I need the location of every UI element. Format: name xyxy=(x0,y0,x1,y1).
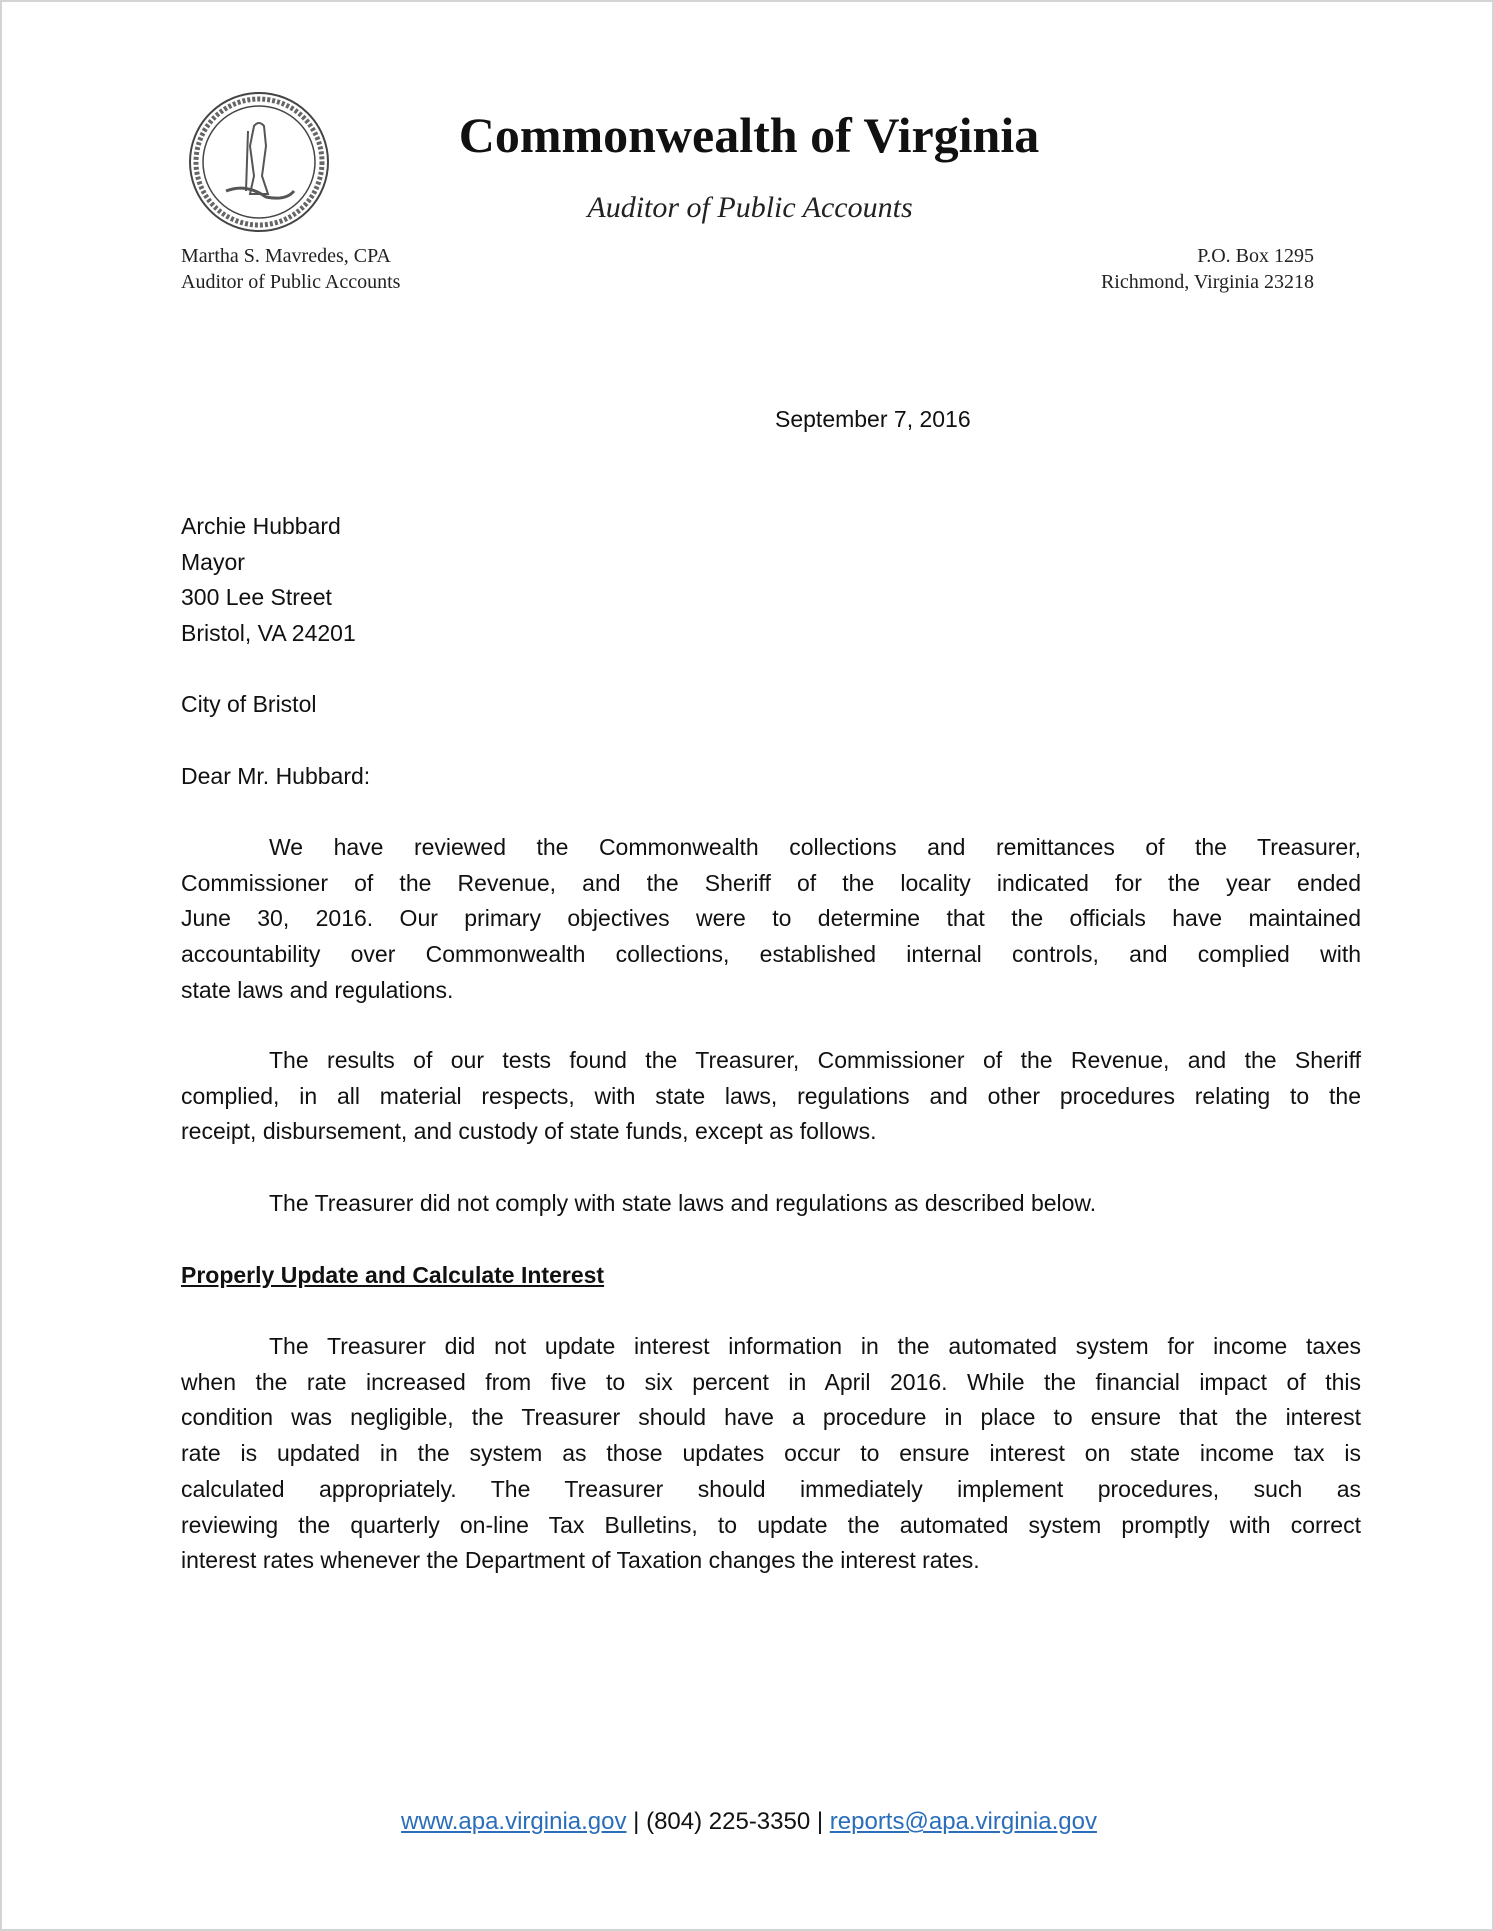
paragraph-line: condition was negligible, the Treasurer should have a procedure in place to ensure that the interest xyxy=(181,1404,1361,1431)
paragraph-1 xyxy=(181,830,1361,1009)
footer-phone: (804) 225-3350 xyxy=(646,1808,811,1835)
footer-contact xyxy=(2,1808,1494,1836)
email-link[interactable]: reports@apa.virginia.gov xyxy=(829,1808,1097,1835)
recipient-line: 300 Lee Street xyxy=(181,584,332,611)
paragraph-line: rate is updated in the system as those updates occur to ensure interest on state income tax is xyxy=(181,1440,1361,1467)
paragraph-2 xyxy=(181,1043,1361,1150)
recipient-line: Mayor xyxy=(181,548,245,575)
section-heading xyxy=(181,1258,1361,1294)
paragraph-line: receipt, disbursement, and custody of state funds, except as follows. xyxy=(181,1118,877,1145)
footer-separator: | xyxy=(816,1808,824,1835)
mailing-address xyxy=(1101,243,1314,295)
section-heading-text: Properly Update and Calculate Interest xyxy=(181,1262,605,1288)
po-box: P.O. Box 1295 xyxy=(1197,245,1314,267)
paragraph-line: state laws and regulations. xyxy=(181,976,454,1003)
paragraph-line: calculated appropriately. The Treasurer should immediately implement procedures, such as xyxy=(181,1475,1361,1502)
auditor-title: Auditor of Public Accounts xyxy=(181,271,401,293)
auditor-name: Martha S. Mavredes, CPA xyxy=(181,245,391,267)
city-line: Richmond, Virginia 23218 xyxy=(1100,271,1314,293)
paragraph-line: when the rate increased from five to six percent in April 2016. While the financial impact of this xyxy=(181,1368,1361,1395)
paragraph-line: interest rates whenever the Department of Taxation changes the interest rates. xyxy=(181,1547,980,1574)
paragraph-line: The Treasurer did not update interest information in the automated system for income taxes xyxy=(269,1333,1361,1359)
paragraph-4 xyxy=(181,1329,1361,1579)
locality: City of Bristol xyxy=(181,691,317,717)
paragraph-line: June 30, 2016. Our primary objectives were to determine that the officials have maintained xyxy=(181,905,1361,932)
paragraph-line: complied, in all material respects, with state laws, regulations and other procedures relating to the xyxy=(181,1082,1361,1109)
letterhead-subtitle: Auditor of Public Accounts xyxy=(587,191,913,224)
salutation: Dear Mr. Hubbard: xyxy=(181,763,371,789)
paragraph-line: reviewing the quarterly on-line Tax Bulletins, to update the automated system promptly with correct xyxy=(181,1511,1361,1538)
paragraph-3 xyxy=(181,1186,1361,1222)
paragraph-line: We have reviewed the Commonwealth collections and remittances of the Treasurer, xyxy=(269,834,1361,860)
paragraph-line: accountability over Commonwealth collections, established internal controls, and complied with xyxy=(181,941,1361,968)
recipient-line: Archie Hubbard xyxy=(181,513,341,539)
paragraph-line: The Treasurer did not comply with state laws and regulations as described below. xyxy=(269,1190,1097,1216)
letterhead-title: Commonwealth of Virginia xyxy=(458,107,1040,163)
website-link[interactable]: www.apa.virginia.gov xyxy=(401,1808,627,1835)
recipient-line: Bristol, VA 24201 xyxy=(181,620,356,647)
recipient-address xyxy=(181,509,1361,652)
paragraph-line: Commissioner of the Revenue, and the Sheriff of the locality indicated for the year ended xyxy=(181,869,1361,896)
footer-separator: | xyxy=(633,1808,640,1835)
auditor-block xyxy=(181,243,400,295)
paragraph-line: The results of our tests found the Treasurer, Commissioner of the Revenue, and the Sheriff xyxy=(269,1047,1361,1073)
letter-date: September 7, 2016 xyxy=(775,406,971,432)
